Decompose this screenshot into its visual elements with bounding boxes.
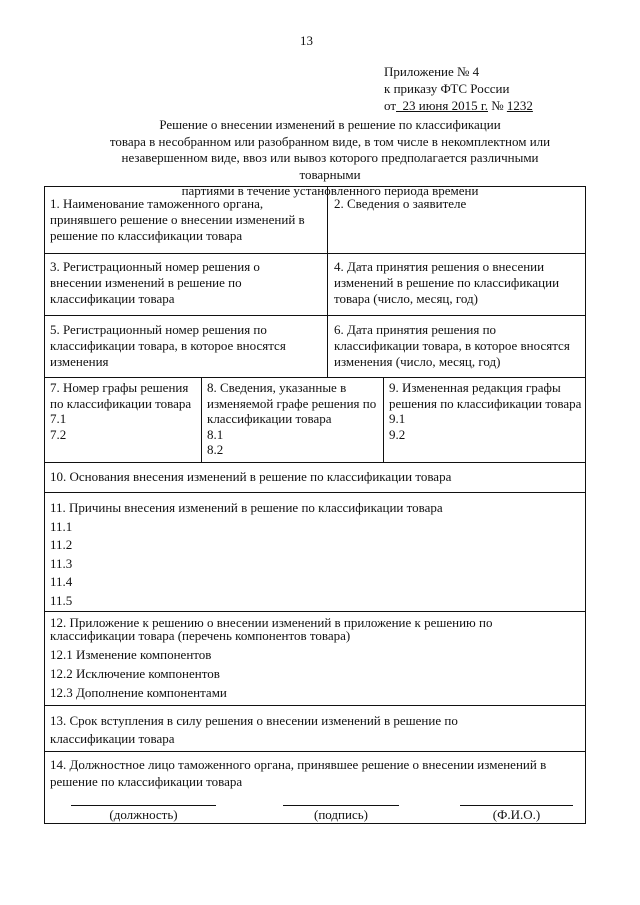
full-name-label: (Ф.И.О.)	[492, 807, 541, 822]
position-signature-line[interactable]	[71, 805, 216, 806]
field-9-revised-text[interactable]: 9. Измененная редакция графы решения по классификации товара 9.1 9.2	[389, 380, 582, 442]
row-divider	[45, 611, 585, 612]
field-10-grounds[interactable]: 10. Основания внесения изменений в решение по классификации товара	[50, 469, 452, 484]
field-4-decision-date[interactable]: 4. Дата принятия решения о внесении изменений в решение по классификации товара (число, месяц, год)	[334, 259, 560, 306]
row-divider	[45, 751, 585, 752]
field-3-reg-number[interactable]: 3. Регистрационный номер решения о внесении изменений в решение по классификации товара	[50, 259, 260, 306]
document-title: Решение о внесении изменений в решение по классификации товара в несобранном или разобранном виде, в том числе в некомплектном или незавершенном виде, ввоз или вывоз которого предполагается различными товарными партиями в течение установленного периода времени	[109, 117, 551, 198]
field-12-appendix[interactable]: 12. Приложение к решению о внесении изменений в приложение к решению по классификации товара (перечень компонентов товара)	[50, 615, 493, 643]
appendix-header	[384, 63, 533, 114]
col-divider	[327, 187, 328, 377]
field-8-current-info[interactable]: 8. Сведения, указанные в изменяемой графе решения по классификации товара 8.1 8.2	[207, 380, 377, 457]
col-divider	[201, 377, 202, 462]
signature-label: (подпись)	[314, 807, 368, 822]
field-14-official[interactable]: 14. Должностное лицо таможенного органа, принявшее решение о внесении изменений в решение по классификации товара	[50, 757, 547, 789]
order-number: 1232	[506, 98, 533, 113]
field-2-applicant[interactable]: 2. Сведения о заявителе	[334, 196, 467, 211]
decision-form-table	[44, 186, 586, 824]
row-divider	[45, 315, 585, 316]
field-11-reasons[interactable]: 11. Причины внесения изменений в решение по классификации товара 11.1 11.2 11.3 11.4 11.5	[50, 500, 443, 608]
appendix-line1: Приложение № 4	[384, 64, 480, 79]
field-6-original-date[interactable]: 6. Дата принятия решения по классификации товара, в которое вносятся изменения (число, месяц, год)	[334, 322, 570, 369]
field-12-items[interactable]: 12.1 Изменение компонентов 12.2 Исключение компонентов 12.3 Дополнение компонентами	[50, 647, 227, 700]
appendix-line2: к приказу ФТС России	[384, 81, 510, 96]
position-label: (должность)	[109, 807, 178, 822]
row-divider	[45, 253, 585, 254]
field-13-effective-date[interactable]: 13. Срок вступления в силу решения о внесении изменений в решение по классификации товара	[50, 713, 458, 746]
row-divider	[45, 492, 585, 493]
signature-line[interactable]	[283, 805, 399, 806]
field-1-customs-authority[interactable]: 1. Наименование таможенного органа, принявшего решение о внесении изменений в решение по классификации товара	[50, 196, 305, 243]
row-divider	[45, 377, 585, 378]
field-5-original-reg-number[interactable]: 5. Регистрационный номер решения по классификации товара, в которое вносятся изменения	[50, 322, 286, 369]
page-number: 13	[300, 33, 313, 48]
row-divider	[45, 705, 585, 706]
row-divider	[45, 462, 585, 463]
order-date: 23 июня 2015 г.	[396, 98, 488, 113]
appendix-line3: от 23 июня 2015 г. № 1232	[384, 98, 533, 113]
field-7-column-number[interactable]: 7. Номер графы решения по классификации товара 7.1 7.2	[50, 380, 192, 442]
full-name-signature-line[interactable]	[460, 805, 573, 806]
col-divider	[383, 377, 384, 462]
